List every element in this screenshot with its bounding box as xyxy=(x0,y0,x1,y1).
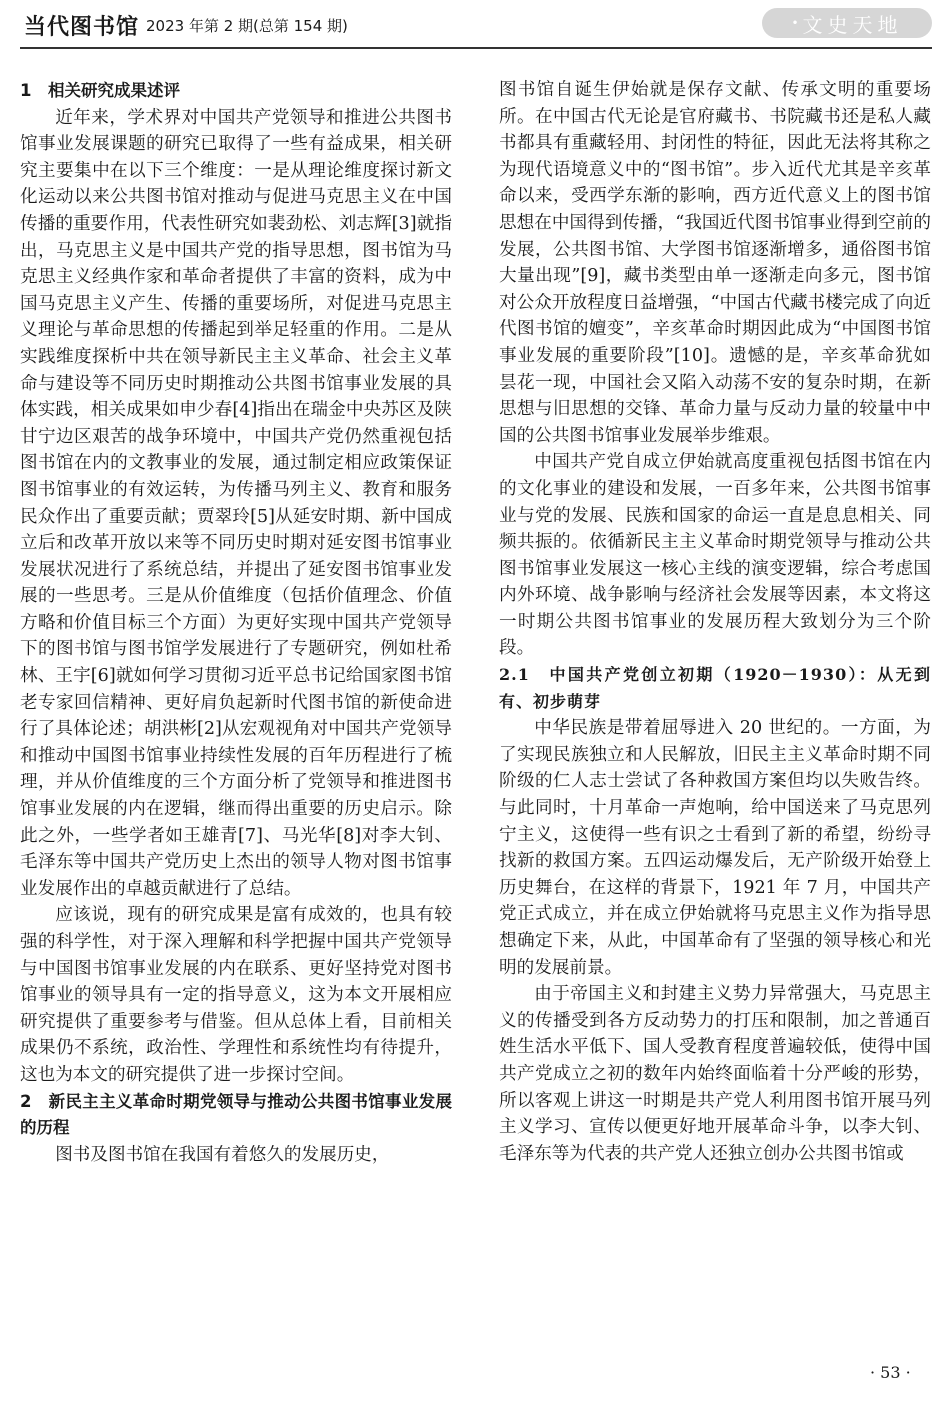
column-badge xyxy=(762,8,932,38)
journal-title: 当代图书馆 xyxy=(24,15,140,40)
subsection-2-1-heading: 2.1 中国共产党创立初期（1920－1930）：从无到有、初步萌芽 xyxy=(499,665,931,711)
badge-dot-icon: • xyxy=(791,16,799,30)
section2-heading: 2 新民主主义革命时期党领导与推动公共图书馆事业发展的历程 xyxy=(20,1091,452,1138)
header-rule xyxy=(20,47,932,49)
section2-paragraph-1-continued: 图书馆自诞生伊始就是保存文献、传承文明的重要场所。在中国古代无论是官府藏书、书院藏书还是私人藏书都具有重藏轻用、封闭性的特征，因此无法将其称之为现代语境意义中的“图书馆”。步入近代尤其是辛亥革命以来，受西学东渐的影响，西方近代意义上的图书馆思想在中国得到传播，“我国近代图书馆事业得到空前的发展，公共图书馆、大学图书馆逐渐增多，通俗图书馆大量出现”[9]，藏书类型由单一逐渐走向多元，图书馆对公众开放程度日益增强，“中国古代藏书楼完成了向近代图书馆的嬗变”，辛亥革命时期因此成为“中国图书馆事业发展的重要阶段”[10]。遗憾的是，辛亥革命犹如昙花一现，中国社会又陷入动荡不安的复杂时期，在新思想与旧思想的交锋、革命力量与反动力量的较量中中国的公共图书馆事业发展举步维艰。 xyxy=(499,80,931,446)
section2-paragraph-2: 中国共产党自成立伊始就高度重视包括图书馆在内的文化事业的建设和发展，一百多年来，公共图书馆事业与党的发展、民族和国家的命运一直是息息相关、同频共振的。依循新民主主义革命时期党领导与推动公共图书馆事业发展这一核心主线的演变逻辑，综合考虑国内外环境、战争影响与经济社会发展等因素，本文将这一时期公共图书馆事业的发展历程大致划分为三个阶段。 xyxy=(499,452,931,659)
right-column xyxy=(499,77,931,1167)
section1-paragraph-1: 近年来，学术界对中国共产党领导和推进公共图书馆事业发展课题的研究已取得了一些有益成果，相关研究主要集中在以下三个维度：一是从理论维度探讨新文化运动以来公共图书馆对推动与促进马克思主义在中国传播的重要作用，代表性研究如裴劲松、刘志辉[3]就指出，马克思主义是中国共产党的指导思想，图书馆为马克思主义经典作家和革命者提供了丰富的资料，成为中国马克思主义产生、传播的重要场所，对促进马克思主义理论与革命思想的传播起到举足轻重的作用。二是从实践维度探析中共在领导新民主主义革命、社会主义革命与建设等不同历史时期推动公共图书馆事业发展的具体实践，相关成果如申少春[4]指出在瑞金中央苏区及陕甘宁边区艰苦的战争环境中，中国共产党仍然重视包括图书馆在内的文教事业的发展，通过制定相应政策保证图书馆事业的有效运转，为传播马列主义、教育和服务民众作出了重要贡献；贾翠玲[5]从延安时期、新中国成立后和改革开放以来等不同历史时期对延安图书馆事业发展状况进行了系统总结，并提出了延安图书馆事业发展的一些思考。三是从价值维度（包括价值理念、价值方略和价值目标三个方面）为更好实现中国共产党领导下的图书馆与图书馆学发展进行了专题研究，例如杜希林、王宇[6]就如何学习贯彻习近平总书记给国家图书馆老专家回信精神、更好肩负起新时代图书馆的新使命进行了具体论述；胡洪彬[2]从宏观视角对中国共产党领导和推动中国图书馆事业持续性发展的百年历程进行了梳理，并从价值维度的三个方面分析了党领导和推进图书馆事业发展的内在逻辑，继而得出重要的历史启示。除此之外，一些学者如王雄青[7]、马光华[8]对李大钊、毛泽东等中国共产党历史上杰出的领导人物对图书馆事业发展作出的卓越贡献进行了总结。 xyxy=(20,107,452,899)
page-header xyxy=(0,0,950,52)
page-number: · 53 · xyxy=(870,1363,911,1382)
subsection-2-1-paragraph-2: 由于帝国主义和封建主义势力异常强大，马克思主义的传播受到各方反动势力的打压和限制，加之普通百姓生活水平低下、国人受教育程度普遍较低，使得中国共产党成立之初的数年内始终面临着十分严峻的形势，所以客观上讲这一时期是共产党人利用图书馆开展马列主义学习、宣传以便更好地开展革命斗争，以李大钊、毛泽东等为代表的共产党人还独立创办公共图书馆或 xyxy=(499,984,931,1164)
issue-info: 2023 年第 2 期(总第 154 期) xyxy=(146,17,348,35)
subsection-2-1-paragraph-1: 中华民族是带着屈辱进入 20 世纪的。一方面，为了实现民族独立和人民解放，旧民主主义革命时期不同阶级的仁人志士尝试了各种救国方案但均以失败告终。与此同时，十月革命一声炮响，给中国送来了马克思列宁主义，这使得一些有识之士看到了新的希望，纷纷寻找新的救国方案。五四运动爆发后，无产阶级开始登上历史舞台，在这样的背景下，1921 年 7 月，中国共产党正式成立，并在成立伊始就将马克思主义作为指导思想确定下来，从此，中国革命有了坚强的领导核心和光明的发展前景。 xyxy=(499,718,931,978)
section2-paragraph-1-start: 图书及图书馆在我国有着悠久的发展历史， xyxy=(55,1144,390,1165)
section1-paragraph-2: 应该说，现有的研究成果是富有成效的，也具有较强的科学性，对于深入理解和科学把握中国共产党领导与中国图书馆事业发展的内在联系、更好坚持党对图书馆事业的领导具有一定的指导意义，这为本文开展相应研究提供了重要参考与借鉴。但从总体上看，目前相关成果仍不系统，政治性、学理性和系统性均有待提升，这也为本文的研究提供了进一步探讨空间。 xyxy=(20,905,452,1085)
column-name: 文史天地 xyxy=(802,12,903,37)
section1-heading: 1 相关研究成果述评 xyxy=(20,81,180,100)
left-column xyxy=(20,78,452,1168)
